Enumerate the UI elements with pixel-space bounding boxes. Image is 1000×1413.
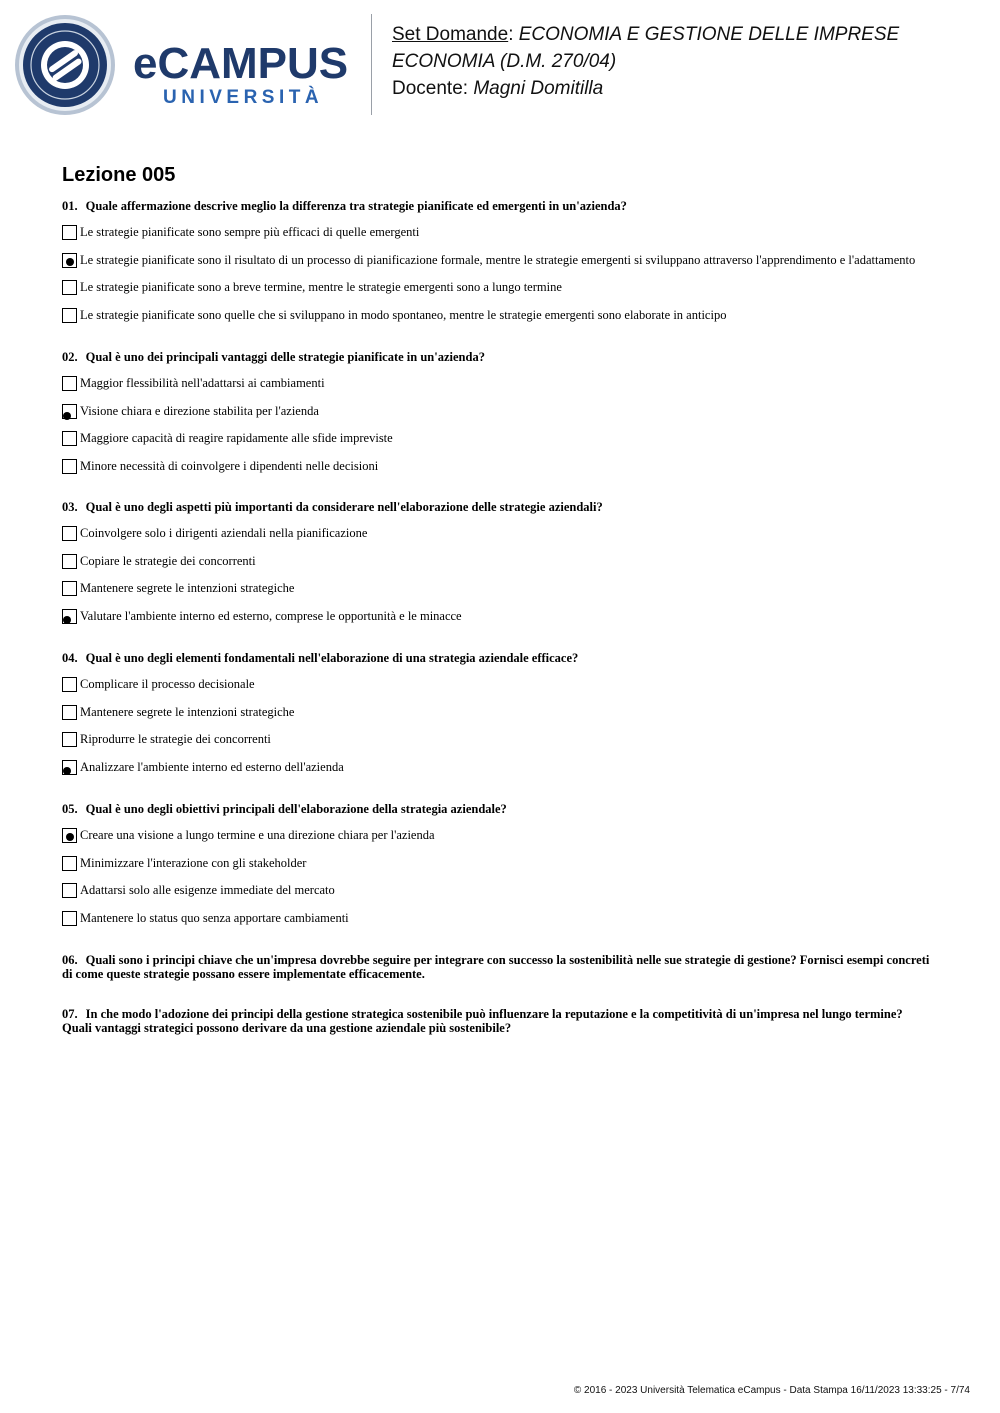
answer-option-text: Complicare il processo decisionale xyxy=(80,677,255,691)
question-7 xyxy=(62,1007,932,1035)
answer-option-text: Analizzare l'ambiente interno ed esterno dell'azienda xyxy=(80,760,344,775)
answer-option-text: Mantenere lo status quo senza apportare cambiamenti xyxy=(80,911,349,926)
question-number: 06. xyxy=(62,953,78,967)
answer-option-text: Le strategie pianificate sono sempre più efficaci di quelle emergenti xyxy=(80,225,420,239)
answer-option-text: Coinvolgere solo i dirigenti aziendali nella pianificazione xyxy=(80,526,368,540)
checkbox[interactable] xyxy=(62,677,77,692)
selected-dot-icon xyxy=(66,833,74,841)
answer-option-text: Minore necessità di coinvolgere i dipendenti nelle decisioni xyxy=(80,459,379,474)
checkbox[interactable] xyxy=(62,376,77,391)
checkbox[interactable] xyxy=(62,581,77,596)
answer-option-text: Maggior flessibilità nell'adattarsi ai cambiamenti xyxy=(80,376,325,390)
checkbox-selected[interactable] xyxy=(62,404,77,419)
page-footer: © 2016 - 2023 Università Telematica eCampus - Data Stampa 16/11/2023 13:33:25 - 7/74 xyxy=(573,1385,970,1396)
question-text: Qual è uno degli aspetti più importanti da considerare nell'elaborazione delle strategie aziendali? xyxy=(85,500,603,514)
selected-dot-icon xyxy=(63,767,71,775)
answer-option-text: Mantenere segrete le intenzioni strategiche xyxy=(80,581,295,596)
teacher-line xyxy=(392,75,899,102)
answer-option-text: Creare una visione a lungo termine e una direzione chiara per l'azienda xyxy=(80,828,435,842)
question-number: 02. xyxy=(62,350,78,364)
checkbox[interactable] xyxy=(62,526,77,541)
checkbox-selected[interactable] xyxy=(62,609,77,624)
answer-option-text: Minimizzare l'interazione con gli stakeholder xyxy=(80,855,307,870)
question-number: 03. xyxy=(62,500,78,514)
question-2 xyxy=(62,350,932,364)
question-text: Qual è uno degli obiettivi principali dell'elaborazione della strategia aziendale? xyxy=(85,802,507,816)
question-text: Qual è uno degli elementi fondamentali nell'elaborazione di una strategia aziendale efficace? xyxy=(85,651,579,665)
checkbox-selected[interactable] xyxy=(62,253,77,268)
checkbox[interactable] xyxy=(62,554,77,569)
answer-option-text: Visione chiara e direzione stabilita per l'azienda xyxy=(80,403,319,418)
checkbox[interactable] xyxy=(62,459,77,474)
course-degree-line xyxy=(392,48,899,75)
course-name: ECONOMIA E GESTIONE DELLE IMPRESE xyxy=(518,24,900,45)
checkbox[interactable] xyxy=(62,732,77,747)
question-number: 01. xyxy=(62,199,78,213)
selected-dot-icon xyxy=(63,616,71,624)
question-number: 04. xyxy=(62,651,78,665)
answer-option-text: Copiare le strategie dei concorrenti xyxy=(80,553,256,568)
ecampus-brand-logo xyxy=(133,40,358,112)
question-text: In che modo l'adozione dei principi della gestione strategica sostenibile può influenzare la reputazione e la competitività di un'impresa nel lungo termine? Quali vantaggi strategici possono derivare da una gestione aziendale più sostenibile? xyxy=(62,1007,903,1035)
answer-option-text: Adattarsi solo alle esigenze immediate del mercato xyxy=(80,883,335,898)
question-text: Qual è uno dei principali vantaggi delle strategie pianificate in un'azienda? xyxy=(85,350,485,364)
page-header xyxy=(0,0,1000,130)
answer-option-text: Mantenere segrete le intenzioni strategiche xyxy=(80,704,295,719)
set-label: Set Domande xyxy=(392,24,509,45)
checkbox[interactable] xyxy=(62,883,77,898)
question-text: Quali sono i principi chiave che un'impresa dovrebbe seguire per integrare con successo la sostenibilità nelle sue strategie di gestione? Fornisci esempi concreti di come queste strategie possano essere implementate efficacemente. xyxy=(62,953,930,981)
set-title-line: Set Domande: ECONOMIA E GESTIONE DELLE IMPRESE xyxy=(392,24,900,45)
answer-option-text: Le strategie pianificate sono quelle che si sviluppano in modo spontaneo, mentre le strategie emergenti sono elaborate in anticipo xyxy=(80,308,727,323)
checkbox[interactable] xyxy=(62,705,77,720)
checkbox[interactable] xyxy=(62,280,77,295)
teacher-label: Docente: xyxy=(392,78,469,99)
lesson-title: Lezione 005 xyxy=(62,164,176,186)
question-text: Quale affermazione descrive meglio la differenza tra strategie pianificate ed emergenti in un'azienda? xyxy=(85,199,627,213)
selected-dot-icon xyxy=(66,258,74,266)
question-number: 07. xyxy=(62,1007,78,1021)
answer-option-text: Le strategie pianificate sono a breve termine, mentre le strategie emergenti sono a lungo termine xyxy=(80,280,562,295)
checkbox[interactable] xyxy=(62,308,77,323)
question-1 xyxy=(62,199,932,213)
checkbox-selected[interactable] xyxy=(62,828,77,843)
checkbox[interactable] xyxy=(62,911,77,926)
question-3 xyxy=(62,500,932,514)
answer-option-text: Le strategie pianificate sono il risultato di un processo di pianificazione formale, mentre le strategie emergenti si sviluppano attraverso l'apprendimento e l'adattamento xyxy=(80,252,916,267)
teacher-name: Magni Domitilla xyxy=(473,78,604,99)
header-divider xyxy=(371,14,372,115)
answer-option-text: Maggiore capacità di reagire rapidamente alle sfide impreviste xyxy=(80,431,393,446)
checkbox[interactable] xyxy=(62,431,77,446)
brand-name: eCAMPUS xyxy=(133,39,349,88)
question-number: 05. xyxy=(62,802,78,816)
question-6 xyxy=(62,953,932,981)
course-degree: ECONOMIA (D.M. 270/04) xyxy=(392,51,617,72)
selected-dot-icon xyxy=(63,412,71,420)
question-4 xyxy=(62,651,932,665)
ecampus-seal-logo xyxy=(14,14,116,116)
brand-subtitle: UNIVERSITÀ xyxy=(163,87,324,108)
checkbox-selected[interactable] xyxy=(62,760,77,775)
checkbox[interactable] xyxy=(62,225,77,240)
answer-option-text: Riprodurre le strategie dei concorrenti xyxy=(80,732,271,747)
set-info xyxy=(392,21,899,102)
answer-option-text: Valutare l'ambiente interno ed esterno, comprese le opportunità e le minacce xyxy=(80,609,462,624)
question-5 xyxy=(62,802,932,816)
checkbox[interactable] xyxy=(62,856,77,871)
